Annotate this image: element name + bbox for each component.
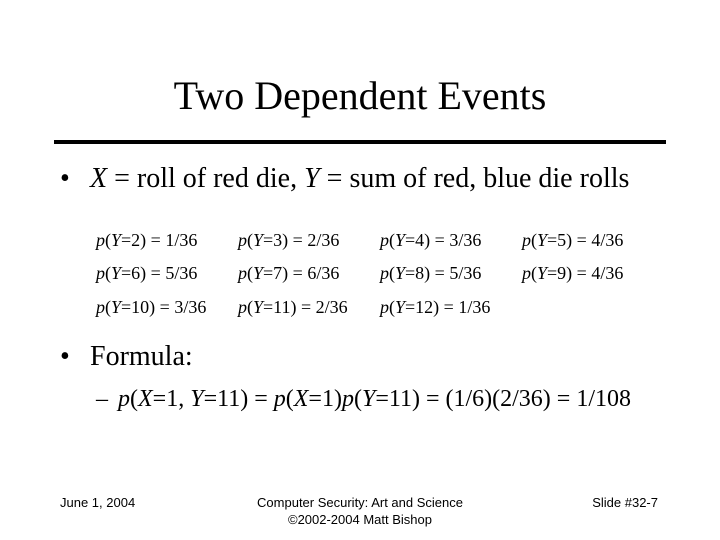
- formula-heading: Formula:: [90, 341, 193, 372]
- sub-bullet-marker: –: [96, 386, 108, 412]
- footer-copyright-line: ©2002-2004 Matt Bishop: [287, 512, 432, 527]
- prob-y2: p(Y=2) = 1/36: [96, 230, 198, 250]
- bullet-marker: •: [60, 163, 70, 194]
- footer-slide-number: Slide #32-7: [592, 495, 658, 510]
- prob-y10: p(Y=10) = 3/36: [96, 297, 207, 317]
- prob-y12: p(Y=12) = 1/36: [380, 297, 491, 317]
- title-divider: [54, 140, 666, 144]
- prob-y9: p(Y=9) = 4/36: [522, 263, 624, 283]
- formula-text: p(X=1, Y=11) = p(X=1)p(Y=11) = (1/6)(2/36) = 1/108: [118, 386, 631, 412]
- prob-y4: p(Y=4) = 3/36: [380, 230, 482, 250]
- prob-y8: p(Y=8) = 5/36: [380, 263, 482, 283]
- prob-y6: p(Y=6) = 5/36: [96, 263, 198, 283]
- prob-y11: p(Y=11) = 2/36: [238, 297, 348, 317]
- footer-date: June 1, 2004: [60, 495, 136, 510]
- prob-y7: p(Y=7) = 6/36: [238, 263, 340, 283]
- footer-copyright: [230, 494, 490, 528]
- prob-y5: p(Y=5) = 4/36: [522, 230, 624, 250]
- prob-y3: p(Y=3) = 2/36: [238, 230, 340, 250]
- slide-title: Two Dependent Events: [173, 73, 547, 118]
- definitions-text: X = roll of red die, Y = sum of red, blue die rolls: [90, 163, 630, 194]
- bullet-marker: •: [60, 341, 70, 372]
- footer-book-title: Computer Security: Art and Science: [257, 495, 463, 510]
